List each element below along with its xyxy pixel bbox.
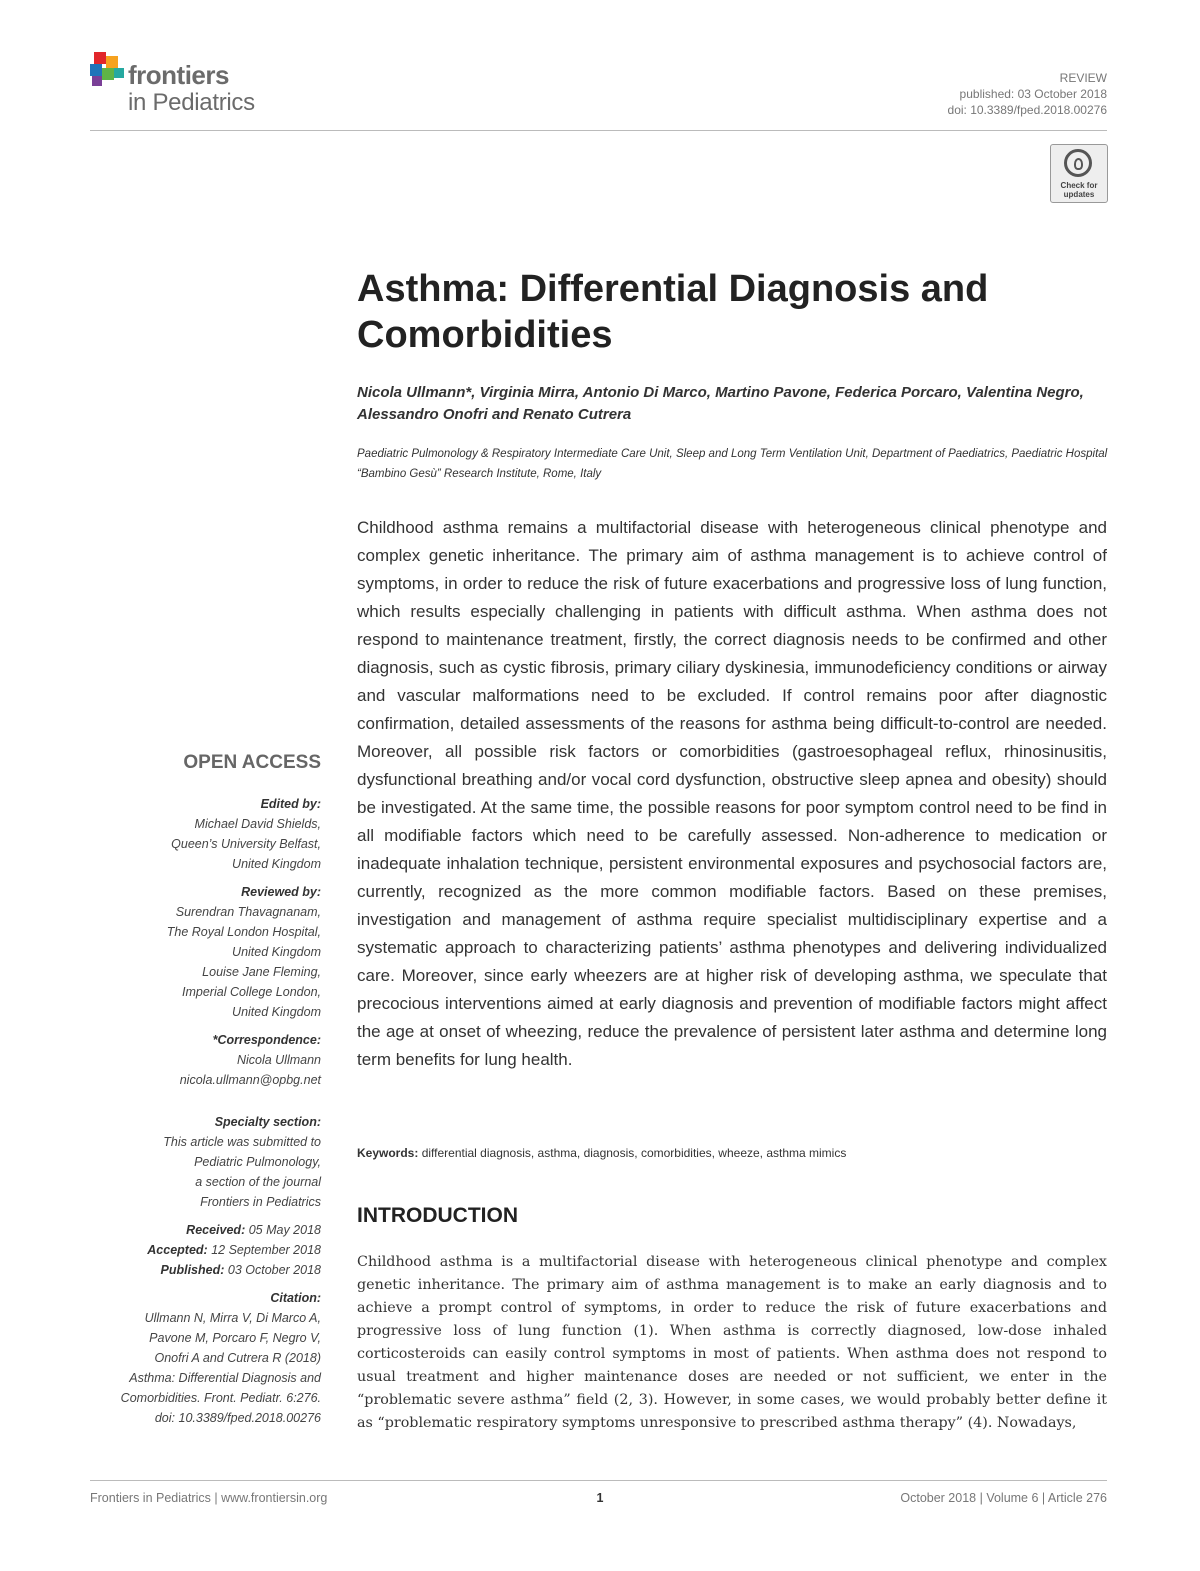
doi-link[interactable]: doi: 10.3389/fped.2018.00276 bbox=[947, 103, 1107, 117]
edited-by-label: Edited by: bbox=[260, 797, 321, 811]
footer-journal-link[interactable]: Frontiers in Pediatrics | www.frontiersin.org bbox=[90, 1491, 328, 1505]
editor-line: United Kingdom bbox=[232, 857, 321, 871]
journal-logo[interactable] bbox=[88, 50, 288, 120]
affiliation: Paediatric Pulmonology & Respiratory Intermediate Care Unit, Sleep and Long Term Ventilation Unit, Department of Paediatrics, Paediatric Hospital “Bambino Gesù” Research Institute, Rome, Italy bbox=[357, 448, 1108, 480]
header-meta bbox=[948, 70, 1107, 118]
check-for-updates-button[interactable] bbox=[1050, 144, 1108, 203]
correspondence-label: *Correspondence: bbox=[212, 1033, 321, 1047]
specialty-line: Frontiers in Pediatrics bbox=[200, 1195, 321, 1209]
citation-doi-link[interactable]: doi: 10.3389/fped.2018.00276 bbox=[154, 1411, 321, 1425]
reviewer-line: Surendran Thavagnanam, bbox=[175, 905, 321, 919]
abstract: Childhood asthma remains a multifactorial disease with heterogeneous clinical phenotype and complex genetic inheritance. The primary aim of asthma management is to achieve control of symptoms, in order to reduce the risk of future exacerbations and progressive loss of lung function, which results especially challenging in patients with difficult asthma. When asthma does not respond to maintenance treatment, firstly, the correct diagnosis needs to be confirmed and other diagnosis, such as cystic fibrosis, primary ciliary dyskinesia, immunodeficiency conditions or airway and vascular malformations need to be excluded. If control remains poor after diagnostic confirmation, detailed assessments of the reasons for asthma being difficult-to-control are needed. Moreover, all possible risk factors or comorbidities (gastroesophageal reflux, rhinosinusitis, dysfunctional breathing and/or vocal cord dysfunction, obstructive sleep apnea and obesity) should be investigated. At the same time, the possible reasons for poor symptom control need to be find in all modifiable factors which need to be carefully assessed. Non-adherence to medication or inadequate inhalation technique, persistent environmental exposures and psychosocial factors are, currently, recognized as the more common modifiable factors. Based on these premises, investigation and management of asthma require specialist multidisciplinary expertise and a systematic approach to characterizing patients’ asthma phenotypes and delivering individualized care. Moreover, since early wheezers are at higher risk of developing asthma, we speculate that precocious interventions aimed at early diagnosis and prevention of modifiable factors might affect the age at onset of wheezing, reduce the prevalence of persistent later asthma and determine long term benefits for lung health. bbox=[357, 518, 1107, 1069]
reviewed-by-label: Reviewed by: bbox=[241, 885, 321, 899]
citation-block bbox=[88, 1288, 321, 1428]
introduction-body: Childhood asthma is a multifactorial disease with heterogeneous clinical phenotype and complex genetic inheritance. The primary aim of asthma management is to make an early diagnosis and to achieve a prompt control of symptoms, in order to reduce the risk of future exacerbations and progressive loss of lung function (1). When asthma is correctly diagnosed, low-dose inhaled corticosteroids can easily control symptoms in most of patients. When asthma does not respond to usual treatment and higher maintenance doses are needed or not sufficient, we enter in the “problematic severe asthma” field (2, 3). However, in some cases, we would probably better define it as “problematic respiratory symptoms unresponsive to prescribed asthma therapy” (4). Nowadays, bbox=[357, 1254, 1107, 1431]
edited-by-block bbox=[88, 794, 321, 874]
published-date: published: 03 October 2018 bbox=[959, 87, 1107, 101]
accepted-date: Accepted: 12 September 2018 bbox=[147, 1243, 321, 1257]
reviewer-line: Louise Jane Fleming, bbox=[202, 965, 321, 979]
article-sidebar bbox=[88, 750, 321, 1436]
editor-line: Queen’s University Belfast, bbox=[171, 837, 321, 851]
correspondence-name: Nicola Ullmann bbox=[236, 1053, 321, 1067]
specialty-line: This article was submitted to bbox=[163, 1135, 321, 1149]
keywords-list: differential diagnosis, asthma, diagnosis, comorbidities, wheeze, asthma mimics bbox=[421, 1146, 847, 1160]
crossmark-icon bbox=[1064, 149, 1092, 177]
published-date-side: Published: 03 October 2018 bbox=[160, 1263, 321, 1277]
reviewer-line: United Kingdom bbox=[232, 945, 321, 959]
specialty-line: a section of the journal bbox=[195, 1175, 321, 1189]
keywords-label: Keywords: bbox=[357, 1146, 419, 1160]
reviewed-by-block bbox=[88, 882, 321, 1022]
citation-line: Asthma: Differential Diagnosis and bbox=[129, 1371, 321, 1385]
header-divider bbox=[90, 130, 1107, 131]
citation-line: Comorbidities. Front. Pediatr. 6:276. bbox=[120, 1391, 321, 1405]
reviewer-line: The Royal London Hospital, bbox=[166, 925, 321, 939]
reviewer-line: Imperial College London, bbox=[182, 985, 321, 999]
citation-line: Pavone M, Porcaro F, Negro V, bbox=[149, 1331, 321, 1345]
open-access-label: OPEN ACCESS bbox=[183, 752, 321, 773]
specialty-block bbox=[88, 1112, 321, 1212]
correspondence-block bbox=[88, 1030, 321, 1090]
reviewer-line: United Kingdom bbox=[232, 1005, 321, 1019]
author-list: Nicola Ullmann*, Virginia Mirra, Antonio Di Marco, Martino Pavone, Federica Porcaro, Valentina Negro, Alessandro Onofri and Renato Cutrera bbox=[357, 384, 1084, 423]
received-date: Received: 05 May 2018 bbox=[186, 1223, 321, 1237]
keywords bbox=[357, 1146, 1107, 1160]
article-type: REVIEW bbox=[1059, 71, 1107, 85]
specialty-label: Specialty section: bbox=[214, 1115, 321, 1129]
citation-line: Onofri A and Cutrera R (2018) bbox=[154, 1351, 321, 1365]
section-heading-introduction: INTRODUCTION bbox=[357, 1204, 518, 1227]
logo-line2: in Pediatrics bbox=[128, 89, 255, 116]
footer-issue-info: October 2018 | Volume 6 | Article 276 bbox=[900, 1491, 1107, 1505]
editor-line: Michael David Shields, bbox=[194, 817, 321, 831]
crossmark-label: Check for updates bbox=[1060, 181, 1098, 199]
logo-line1: frontiers bbox=[128, 60, 229, 90]
frontiers-logo-icon bbox=[88, 50, 128, 100]
citation-line: Ullmann N, Mirra V, Di Marco A, bbox=[144, 1311, 321, 1325]
specialty-line: Pediatric Pulmonology, bbox=[194, 1155, 321, 1169]
article-title: Asthma: Differential Diagnosis and Comorbidities bbox=[357, 268, 989, 356]
correspondence-email-link[interactable]: nicola.ullmann@opbg.net bbox=[179, 1073, 321, 1087]
footer-divider bbox=[90, 1480, 1107, 1481]
page-number: 1 bbox=[596, 1491, 604, 1505]
citation-label: Citation: bbox=[270, 1291, 321, 1305]
dates-block bbox=[88, 1220, 321, 1280]
